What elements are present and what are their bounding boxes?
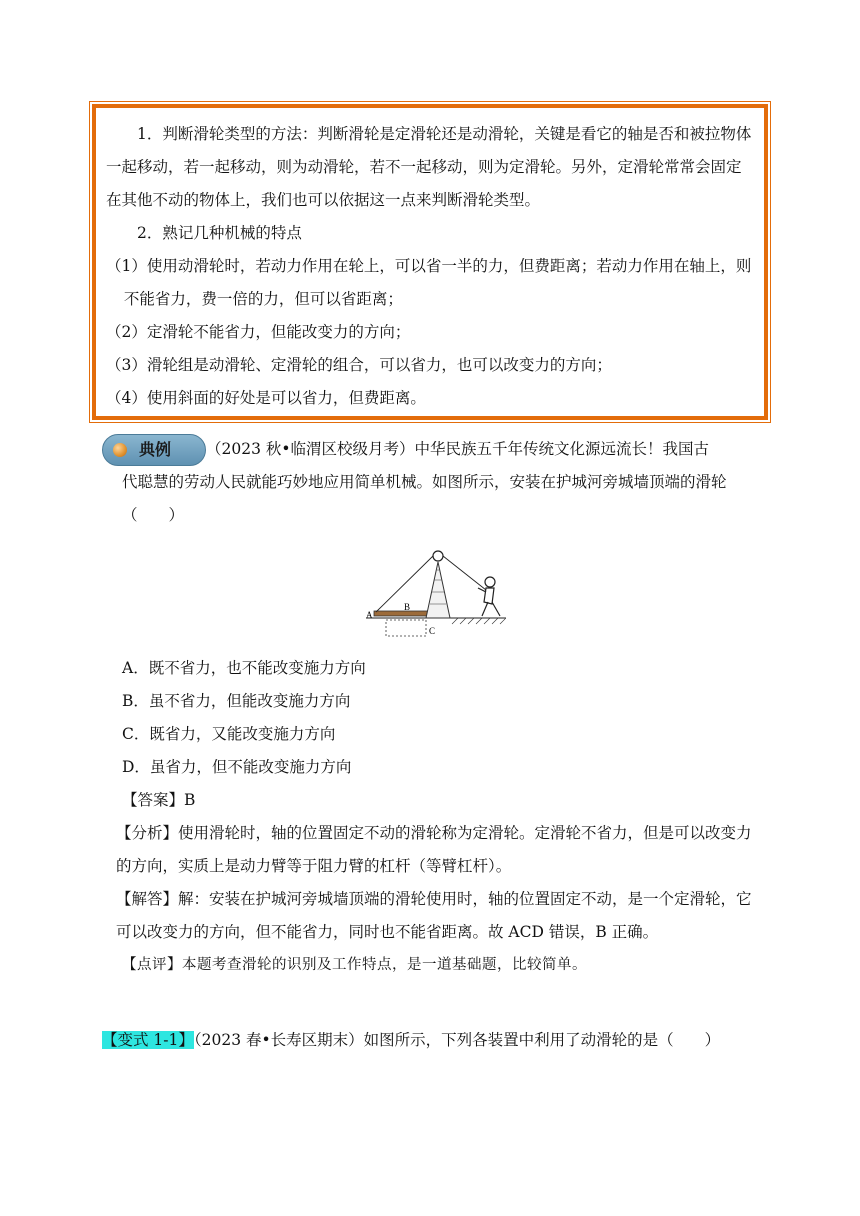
- tip-sub-2: （2）定滑轮不能省力，但能改变力的方向；: [106, 323, 411, 341]
- review: 【点评】本题考查滑轮的识别及工作特点，是一道基础题，比较简单。: [122, 957, 587, 973]
- question-body: [116, 652, 762, 982]
- tips-box: [92, 104, 768, 420]
- label-a: A: [366, 610, 373, 620]
- tip-sub-3: （3）滑轮组是动滑轮、定滑轮的组合，可以省力，也可以改变力的方向；: [106, 356, 612, 374]
- tip-sub-1: （1）使用动滑轮时，若动力作用在轮上，可以省一半的力，但费距离；若动力作用在轴上，则不能省力，费一倍的力，但可以省距离；: [106, 257, 752, 308]
- tip-sub-4: （4）使用斜面的好处是可以省力，但费距离。: [106, 389, 426, 407]
- option-a: A．既不省力，也不能改变施力方向: [122, 659, 366, 677]
- analysis: 【分析】使用滑轮时，轴的位置固定不动的滑轮称为定滑轮。定滑轮不省力，但是可以改变力的方向，实质上是动力臂等于阻力臂的杠杆（等臂杠杆）。: [116, 824, 752, 875]
- option-d: D．虽省力，但不能改变施力方向: [122, 758, 352, 776]
- badge-label: 典例: [139, 440, 172, 459]
- option-c: C．既省力，又能改变施力方向: [122, 725, 336, 743]
- question-stem-line1: （2023 秋•临渭区校级月考）中华民族五千年传统文化源远流长！我国古: [206, 440, 710, 458]
- example-badge: [102, 434, 206, 466]
- variant-text: （2023 春•长寿区期末）如图所示，下列各装置中利用了动滑轮的是（ ）: [193, 1031, 721, 1049]
- tip-item-2: 2．熟记几种机械的特点: [137, 224, 302, 242]
- option-b: B．虽不省力，但能改变施力方向: [122, 692, 351, 710]
- label-b: B: [404, 602, 411, 612]
- label-c: C: [429, 626, 436, 636]
- tip-item-1: 1．判断滑轮类型的方法：判断滑轮是定滑轮还是动滑轮，关键是看它的轴是否和被拉物体一起移动，若一起移动，则为动滑轮，若不一起移动，则为定滑轮。另外，定滑轮常常会固定在其他不动的物体上，我们也可以依据这一点来判断滑轮类型。: [106, 125, 752, 209]
- solution: 【解答】解：安装在护城河旁城墙顶端的滑轮使用时，轴的位置固定不动，是一个定滑轮，它可以改变力的方向，但不能省力，同时也不能省距离。故 ACD 错误，B 正确。: [116, 890, 752, 941]
- bullet-icon: [113, 443, 127, 457]
- answer: 【答案】B: [122, 791, 196, 809]
- variant-tag: 【变式 1-1】: [102, 1031, 194, 1049]
- pulley-figure: [366, 544, 506, 640]
- example-section: [102, 433, 764, 532]
- question-stem-rest: 代聪慧的劳动人民就能巧妙地应用简单机械。如图所示，安装在护城河旁城墙顶端的滑轮（ ）: [122, 473, 727, 524]
- variant-question: [102, 1027, 766, 1053]
